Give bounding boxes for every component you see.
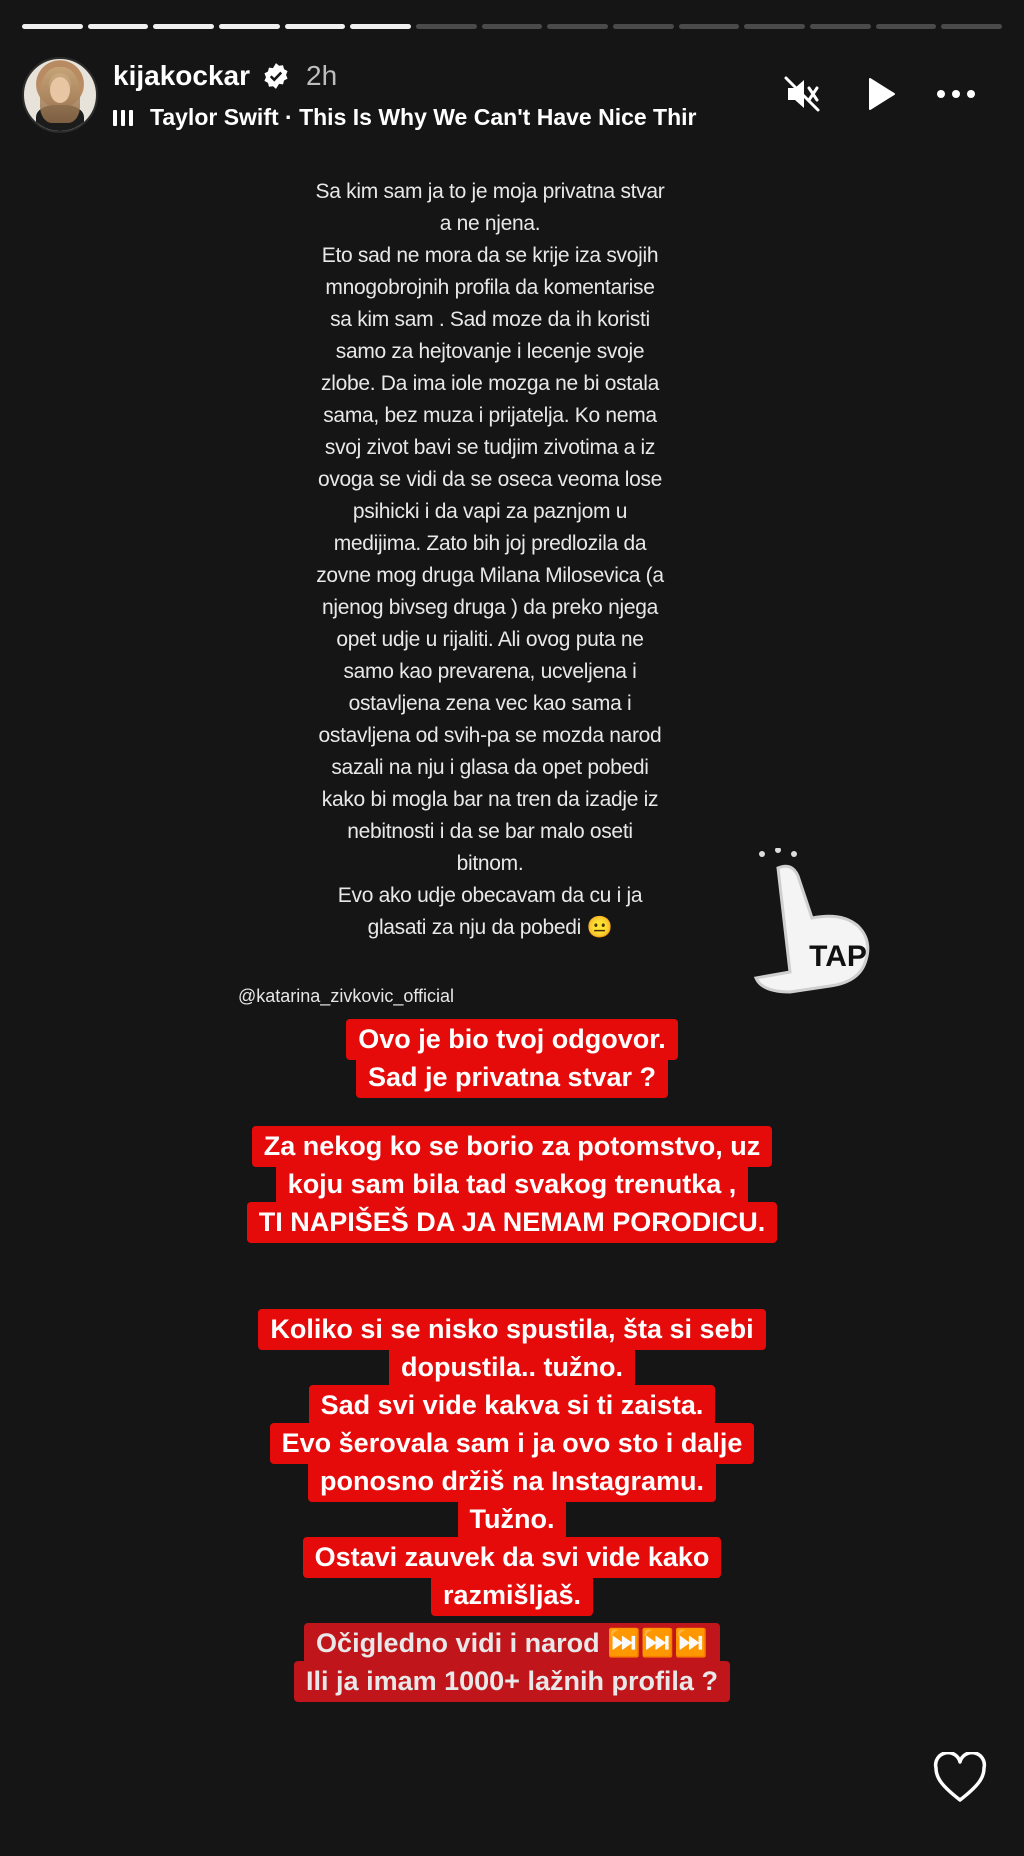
story-progress-segment	[482, 24, 543, 29]
tap-sticker-icon[interactable]	[748, 848, 888, 998]
tap-sticker-label: TAP	[809, 940, 867, 973]
red-text-line: koju sam bila tad svakog trenutka ,	[276, 1164, 749, 1205]
verified-badge-icon	[262, 62, 290, 90]
avatar[interactable]	[22, 57, 98, 133]
comment-line: zovne mog druga Milana Milosevica (a	[316, 564, 664, 587]
comment-line: Eto sad ne mora da se krije iza svojih	[321, 244, 659, 267]
red-text-line: Sad svi vide kakva si ti zaista.	[309, 1385, 716, 1426]
red-text-block-1	[0, 1022, 1024, 1098]
heart-icon[interactable]	[932, 1752, 988, 1804]
story-progress-segment	[744, 24, 805, 29]
comment-line: samo kao prevarena, ucveljena i	[343, 660, 637, 683]
red-text-line: Očigledno vidi i narod ⏭️⏭️⏭️	[304, 1623, 720, 1664]
comment-line: opet udje u rijaliti. Ali ovog puta ne	[336, 628, 644, 651]
story-progress-segment	[219, 24, 280, 29]
red-text-line: Ili ja imam 1000+ lažnih profila ?	[294, 1661, 730, 1702]
story-progress-segment	[285, 24, 346, 29]
comment-line: njenog bivseg druga ) da preko njega	[322, 596, 658, 619]
comment-line: a ne njena.	[439, 212, 541, 235]
comment-line: sa kim sam . Sad moze da ih koristi	[330, 308, 650, 331]
more-options-icon[interactable]	[934, 72, 978, 116]
story-progress-segment	[613, 24, 674, 29]
comment-line: zlobe. Da ima iole mozga ne bi ostala	[321, 372, 659, 395]
music-bars-icon	[113, 106, 137, 126]
red-text-line: ponosno držiš na Instagramu.	[308, 1461, 716, 1502]
comment-line: psihicki i da vapi za paznjom u	[352, 500, 628, 523]
story-progress-segment	[547, 24, 608, 29]
comment-line: medijima. Zato bih joj predlozila da	[333, 532, 647, 555]
story-progress	[22, 24, 1002, 29]
mention-tag[interactable]: @katarina_zivkovic_official	[238, 986, 455, 1006]
red-text-line: Tužno.	[458, 1499, 567, 1540]
comment-line: nebitnosti i da se bar malo oseti	[347, 820, 633, 843]
red-text-line: Evo šerovala sam i ja ovo sto i dalje	[270, 1423, 755, 1464]
quoted-comment-text	[300, 176, 680, 944]
red-text-line: razmišljaš.	[431, 1575, 593, 1616]
comment-line: sama, bez muza i prijatelja. Ko nema	[323, 404, 657, 427]
story-progress-segment	[876, 24, 937, 29]
comment-line: Sa kim sam ja to je moja privatna stvar	[315, 180, 665, 203]
comment-line: svoj zivot bavi se tudjim zivotima a iz	[324, 436, 656, 459]
red-text-line: Sad je privatna stvar ?	[356, 1057, 668, 1098]
comment-line: samo za hejtovanje i lecenje svoje	[335, 340, 645, 363]
red-text-line: Za nekog ko se borio za potomstvo, uz	[252, 1126, 773, 1167]
story-progress-segment	[153, 24, 214, 29]
red-text-line: Koliko si se nisko spustila, šta si sebi	[258, 1309, 765, 1350]
comment-line: ovoga se vidi da se oseca veoma lose	[317, 468, 663, 491]
red-text-block-2	[0, 1129, 1024, 1243]
comment-line: bitnom.	[456, 852, 524, 875]
comment-line: Evo ako udje obecavam da cu i ja	[337, 884, 643, 907]
red-text-line: Ostavi zauvek da svi vide kako	[303, 1537, 722, 1578]
story-progress-segment	[941, 24, 1002, 29]
mute-icon[interactable]	[780, 72, 824, 116]
story-progress-segment	[350, 24, 411, 29]
story-progress-segment	[416, 24, 477, 29]
red-text-block-4	[0, 1626, 1024, 1702]
song-title[interactable]: Taylor Swift · This Is Why We Can't Have Nice Thir	[150, 104, 697, 130]
comment-line: kako bi mogla bar na tren da izadje iz	[321, 788, 659, 811]
story-progress-segment	[88, 24, 149, 29]
post-time: 2h	[306, 60, 338, 91]
comment-line: ostavljena zena vec kao sama i	[348, 692, 632, 715]
story-progress-segment	[22, 24, 83, 29]
comment-line: sazali na nju i glasa da opet pobedi	[331, 756, 649, 779]
story-progress-segment	[679, 24, 740, 29]
red-text-line: TI NAPIŠEŠ DA JA NEMAM PORODICU.	[247, 1202, 778, 1243]
comment-line: mnogobrojnih profila da komentarise	[325, 276, 655, 299]
red-text-line: dopustila.. tužno.	[389, 1347, 635, 1388]
comment-line: ostavljena od svih-pa se mozda narod	[318, 724, 662, 747]
story-progress-segment	[810, 24, 871, 29]
comment-line: glasati za nju da pobedi 😐	[367, 916, 613, 939]
red-text-block-3	[0, 1312, 1024, 1616]
play-icon[interactable]	[858, 72, 902, 116]
red-text-line: Ovo je bio tvoj odgovor.	[346, 1019, 678, 1060]
username[interactable]: kijakockar	[113, 60, 250, 91]
